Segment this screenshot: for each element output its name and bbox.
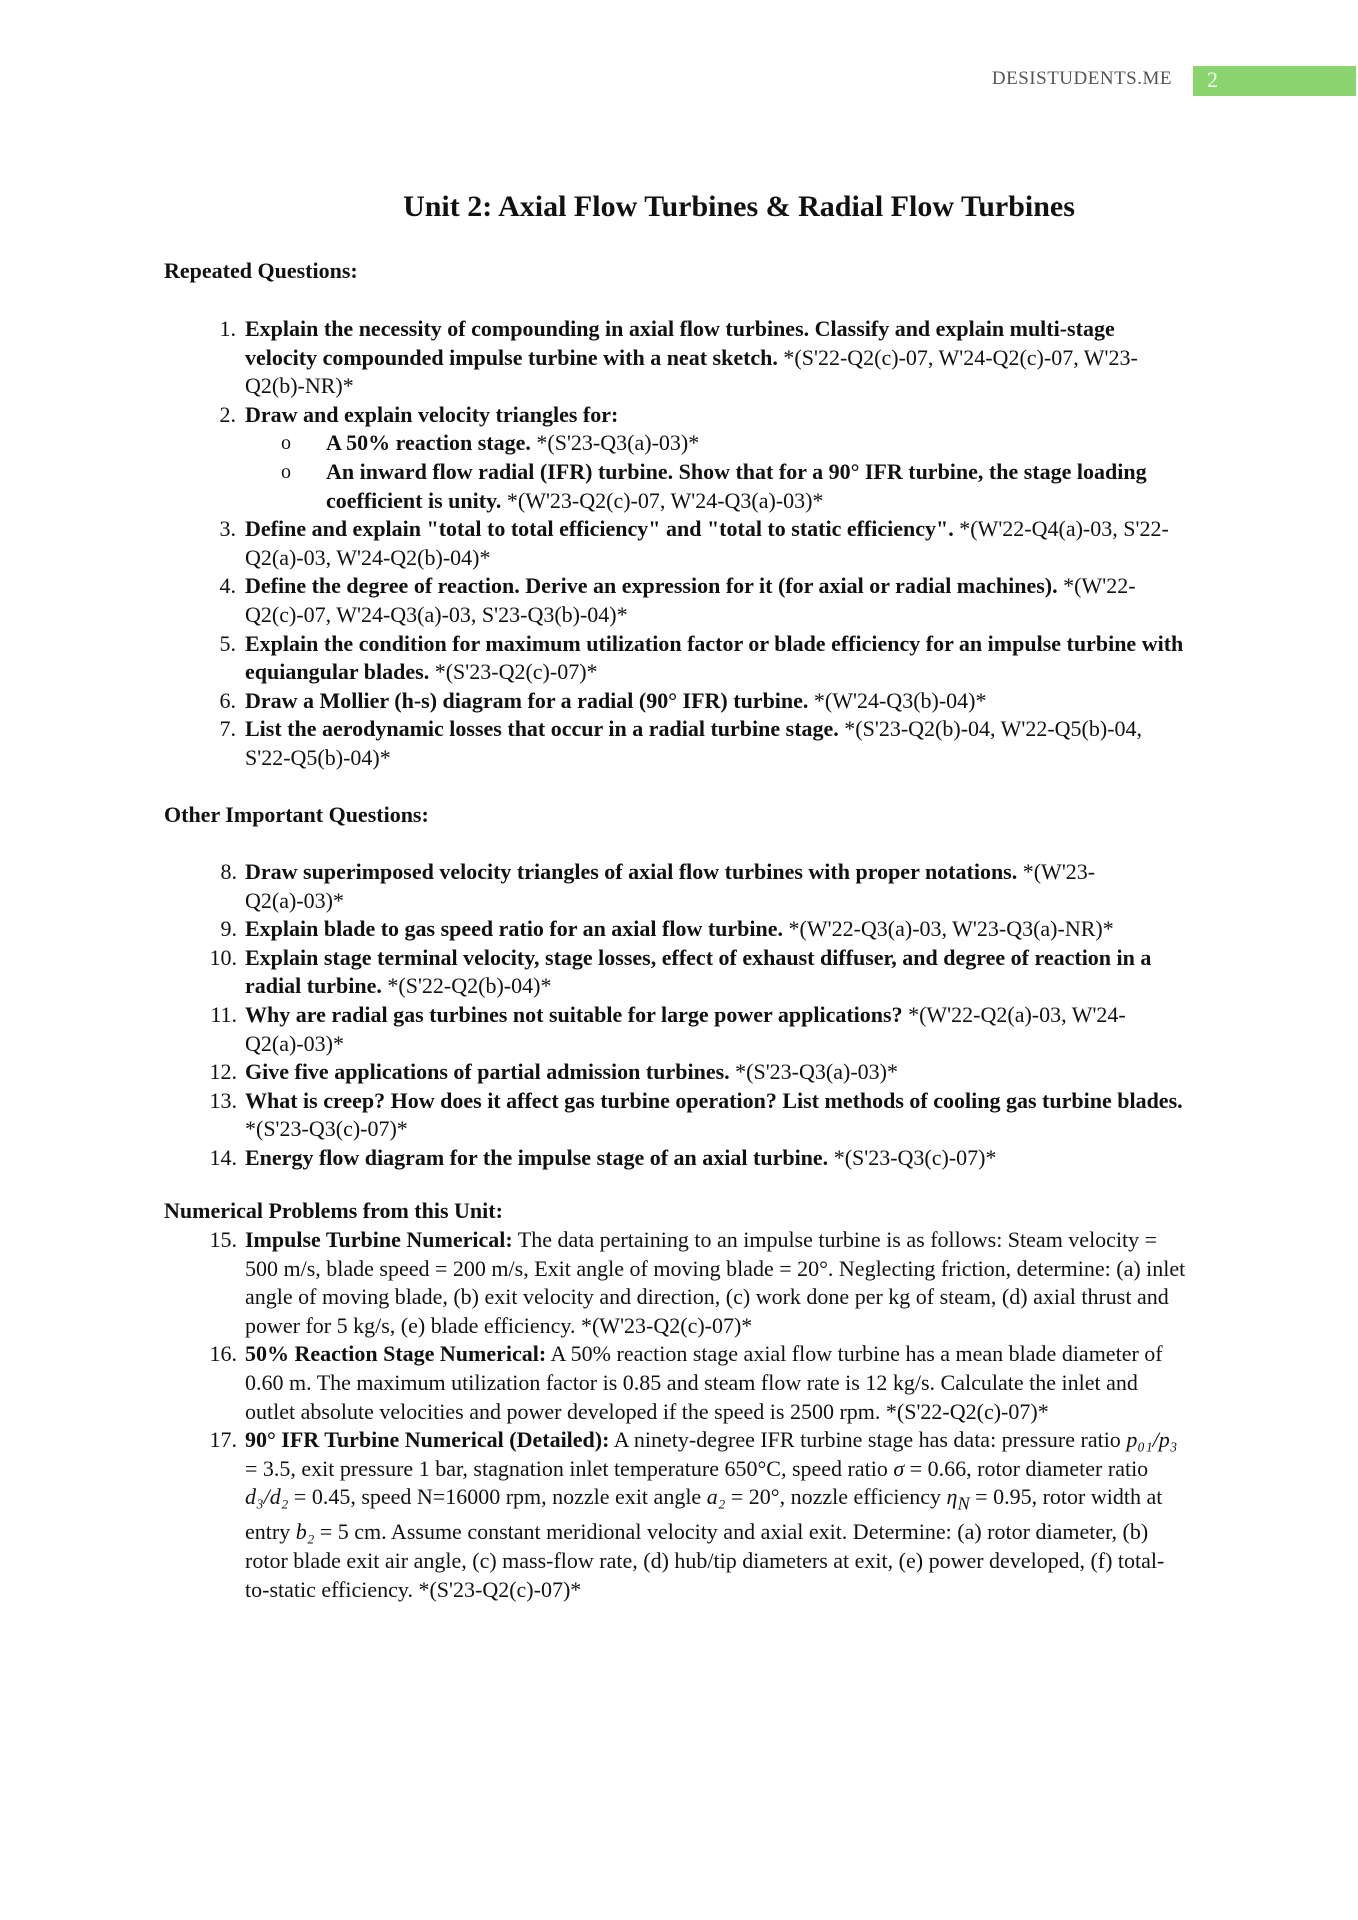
list-item: 3. Define and explain "total to total efficiency" and "total to static efficiency". *(W'22-Q4(a)-03, S'22-Q2(a)-03, W'24-Q2(b)-04)* <box>219 516 1169 570</box>
sub-list-item: o An inward flow radial (IFR) turbine. Show that for a 90° IFR turbine, the stage loading coefficient is unity. *(W'23-Q2(c)-07, W'24-Q3(a)-03)* <box>281 458 1147 513</box>
list-item: 10. Explain stage terminal velocity, stage losses, effect of exhaust diffuser, and degree of reaction in a radial turbine. *(S'22-Q2(b)-04)* <box>209 944 1152 999</box>
page-title: Unit 2: Axial Flow Turbines & Radial Flow Turbines <box>403 190 1075 223</box>
page-header <box>0 66 1358 96</box>
list-item: 5. Explain the condition for maximum utilization factor or blade efficiency for an impulse turbine with equiangular blades. *(S'23-Q2(c)-07)* <box>219 630 1184 685</box>
list-item: 9. Explain blade to gas speed ratio for an axial flow turbine. *(W'22-Q3(a)-03, W'23-Q3(a)-NR)* <box>220 916 1114 942</box>
list-item: 7. List the aerodynamic losses that occur in a radial turbine stage. *(S'23-Q2(b)-04, W'22-Q5(b)-04, S'22-Q5(b)-04)* <box>219 716 1143 770</box>
math-sigma: σ <box>893 1455 905 1481</box>
other-questions-list <box>0 858 1358 1173</box>
page-number: 2 <box>1207 67 1218 92</box>
list-item: 6. Draw a Mollier (h-s) diagram for a radial (90° IFR) turbine. *(W'24-Q3(b)-04)* <box>219 687 987 713</box>
list-item: 17. 90° IFR Turbine Numerical (Detailed): A ninety-degree IFR turbine stage has data: pressure ratio p₀₁/p₃ = 3.5, exit pressure 1 bar, stagnation inlet temperature 650°C, speed ratio σ = 0.66, rotor diameter ratio d₃/d₂ = 0.45, speed N=16000 rpm, nozzle exit angle a₂ = 20°, nozzle efficiency $\eta_N = 0.95$, rotor width at entry b₂ = 5 cm. Assume constant meridional velocity and axial exit. Determine: (a) rotor diameter, (b) rotor blade exit air angle, (c) mass-flow rate, (d) hub/tip diameters at exit, (e) power developed, (f) total-to-static efficiency. *(S'23-Q2(c)-07)* <box>209 1427 1178 1602</box>
list-item: 12. Give five applications of partial admission turbines. *(S'23-Q3(a)-03)* <box>209 1059 898 1085</box>
list-item: 1. Explain the necessity of compounding in axial flow turbines. Classify and explain multi-stage velocity compounded impulse turbine with a neat sketch. *(S'22-Q2(c)-07, W'24-Q2(c)-07, W'23-Q2(b)-NR)* <box>219 316 1138 399</box>
bullet-icon: o <box>281 460 291 483</box>
site-name: DESISTUDENTS.ME <box>991 68 1172 89</box>
bullet-icon: o <box>281 432 291 455</box>
list-item: 11. Why are radial gas turbines not suitable for large power applications? *(W'22-Q2(a)-03, W'24-Q2(a)-03)* <box>210 1001 1126 1056</box>
section-heading-other: Other Important Questions: <box>164 802 429 827</box>
math-diameter-ratio: d₃/d₂ <box>245 1484 289 1510</box>
list-item: 2. Draw and explain velocity triangles for: o A 50% reaction stage. *(S'23-Q3(a)-03)* o An inward flow radial (IFR) turbine. Show that for a 90° IFR turbine, the stage loading coefficient is unity. *(W'23-Q2(c)-07, W'24-Q3(a)-03)* <box>0 401 1358 515</box>
list-item: 14. Energy flow diagram for the impulse stage of an axial turbine. *(S'23-Q3(c)-07)* <box>209 1144 997 1170</box>
numerical-problems-list <box>0 1226 1358 1604</box>
page-number-bar <box>1193 66 1356 96</box>
sub-list <box>245 429 1188 515</box>
section-heading-numerical: Numerical Problems from this Unit: <box>164 1198 503 1223</box>
math-eta: η <box>946 1484 958 1510</box>
repeated-questions-list <box>0 315 1358 773</box>
math-rotor-width: b₂ <box>295 1519 315 1545</box>
list-item: 8. Draw superimposed velocity triangles of axial flow turbines with proper notations. *(W'23-Q2(a)-03)* <box>220 859 1096 913</box>
math-eta-subscript: N <box>957 1493 970 1514</box>
list-item: 15. Impulse Turbine Numerical: The data pertaining to an impulse turbine is as follows: Steam velocity = 500 m/s, blade speed = 200 m/s, Exit angle of moving blade = 20°. Neglecting friction, determine: (a) inlet angle of moving blade, (b) exit velocity and direction, (c) work done per kg of steam, (d) axial thrust and power for 5 kg/s, (e) blade efficiency. *(W'23-Q2(c)-07)* <box>209 1227 1186 1338</box>
section-heading-repeated: Repeated Questions: <box>164 258 358 283</box>
list-item: 4. Define the degree of reaction. Derive an expression for it (for axial or radial machines). *(W'22-Q2(c)-07, W'24-Q3(a)-03, S'23-Q3(b)-04)* <box>219 573 1136 627</box>
list-item: 16. 50% Reaction Stage Numerical: A 50% reaction stage axial flow turbine has a mean blade diameter of 0.60 m. The maximum utilization factor is 0.85 and steam flow rate is 12 kg/s. Calculate the inlet and outlet absolute velocities and power developed if the speed is 2500 rpm. *(S'22-Q2(c)-07)* <box>209 1341 1163 1424</box>
math-nozzle-angle: a₂ <box>706 1484 726 1510</box>
math-pressure-ratio: p₀₁/p₃ <box>1126 1427 1178 1453</box>
list-item: 13. What is creep? How does it affect gas turbine operation? List methods of cooling gas turbine blades. *(S'23-Q3(c)-07)* <box>209 1087 1183 1142</box>
sub-list-item: o A 50% reaction stage. *(S'23-Q3(a)-03)* <box>245 429 1188 458</box>
